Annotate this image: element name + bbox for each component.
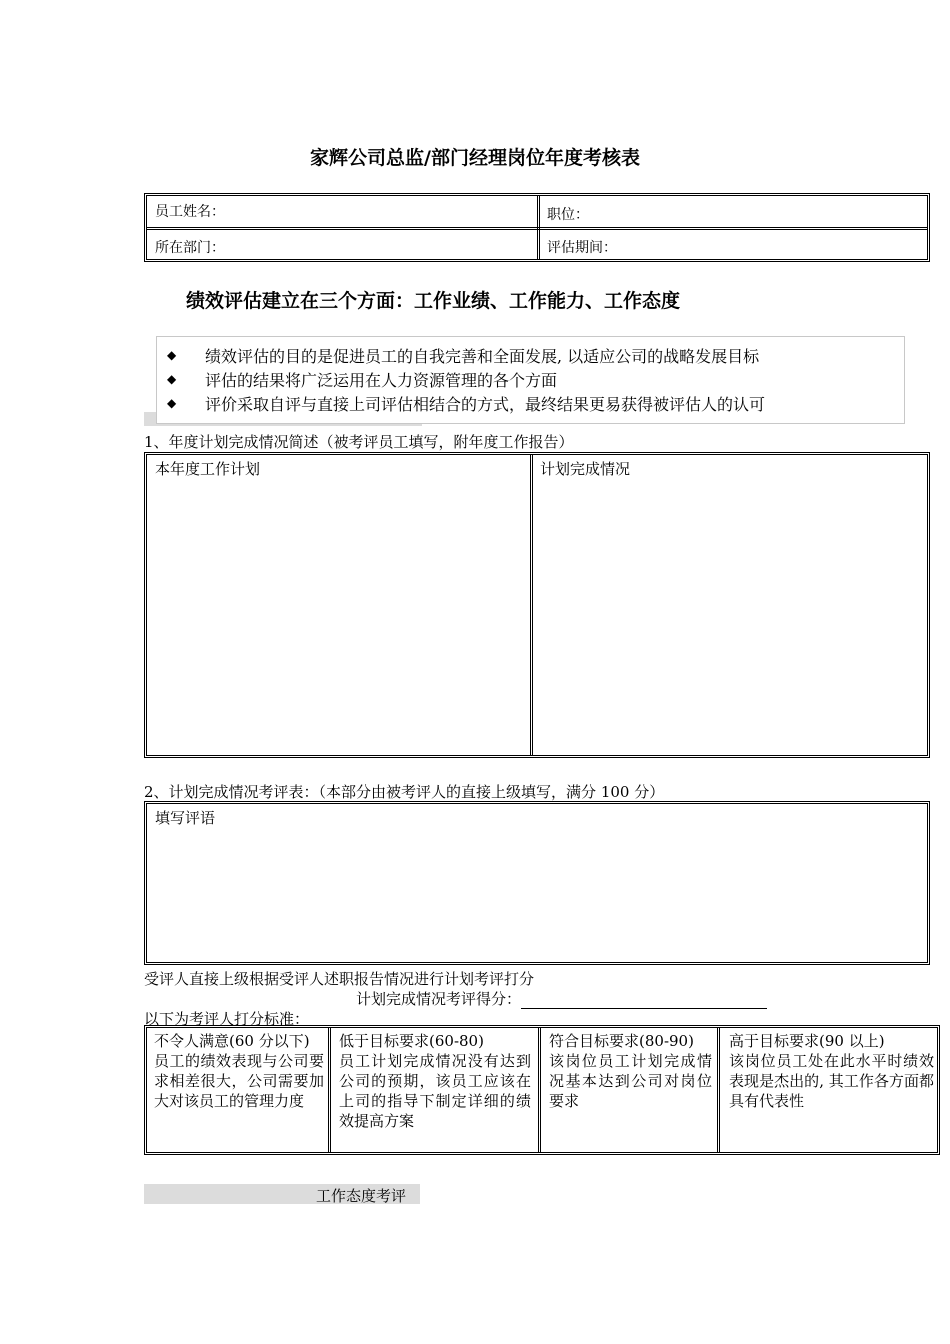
standards-divider xyxy=(538,1028,541,1152)
attitude-heading: 工作态度考评 xyxy=(316,1187,407,1205)
standard-head: 不令人满意(60 分以下) xyxy=(154,1032,310,1050)
notes-box xyxy=(156,336,905,424)
standard-desc: 员工计划完成情况没有达到公司的预期，该员工应该在上司的指导下制定详细的绩效提高方案 xyxy=(339,1052,531,1130)
evaluation-period-label: 评估期间： xyxy=(547,240,617,256)
standard-cell xyxy=(729,1031,934,1111)
comment-label: 填写评语 xyxy=(155,809,216,827)
standards-divider xyxy=(717,1028,720,1152)
standard-label: 以下为考评人打分标准： xyxy=(144,1010,310,1028)
comment-box[interactable] xyxy=(144,801,930,965)
note-text: 绩效评估的目的是促进员工的自我完善和全面发展, 以适应公司的战略发展目标 xyxy=(205,346,760,366)
score-line xyxy=(356,988,767,1009)
employee-info-table xyxy=(144,193,930,262)
note-item xyxy=(167,343,904,367)
diamond-bullet-icon: ◆ xyxy=(167,396,177,410)
position-label: 职位： xyxy=(547,207,589,223)
section-subtitle: 绩效评估建立在三个方面：工作业绩、工作能力、工作态度 xyxy=(186,290,681,312)
diamond-bullet-icon: ◆ xyxy=(167,348,177,362)
question-1-label: 1、年度计划完成情况简述（被考评员工填写，附年度工作报告） xyxy=(144,433,574,451)
standard-cell xyxy=(549,1031,712,1111)
standard-desc: 该岗位员工计划完成情况基本达到公司对岗位要求 xyxy=(549,1052,712,1110)
note-item xyxy=(167,367,904,391)
diamond-bullet-icon: ◆ xyxy=(167,372,177,386)
question-2-label: 2、计划完成情况考评表：（本部分由被考评人的直接上级填写，满分 100 分） xyxy=(144,783,665,801)
page-title: 家辉公司总监/部门经理岗位年度考核表 xyxy=(310,147,640,169)
standard-desc: 员工的绩效表现与公司要求相差很大，公司需要加大对该员工的管理力度 xyxy=(154,1052,324,1110)
standard-desc: 该岗位员工处在此水平时绩效表现是杰出的, 其工作各方面都具有代表性 xyxy=(729,1052,934,1110)
completion-header: 计划完成情况 xyxy=(540,460,631,478)
standard-cell xyxy=(154,1031,324,1111)
info-table-divider xyxy=(147,227,927,230)
supervisor-note: 受评人直接上级根据受评人述职报告情况进行计划考评打分 xyxy=(144,970,535,988)
note-text: 评价采取自评与直接上司评估相结合的方式，最终结果更易获得被评估人的认可 xyxy=(205,394,766,414)
standard-head: 低于目标要求(60-80) xyxy=(339,1032,484,1050)
work-plan-table xyxy=(144,452,930,758)
work-plan-header: 本年度工作计划 xyxy=(155,460,261,478)
standard-head: 高于目标要求(90 以上) xyxy=(729,1032,885,1050)
employee-name-label: 员工姓名： xyxy=(155,204,225,220)
note-text: 评估的结果将广泛运用在人力资源管理的各个方面 xyxy=(205,370,558,390)
score-input[interactable] xyxy=(521,995,767,1009)
standard-cell xyxy=(339,1031,531,1131)
standards-divider xyxy=(328,1028,331,1152)
note-item xyxy=(167,391,904,415)
score-label: 计划完成情况考评得分： xyxy=(356,990,522,1008)
department-label: 所在部门： xyxy=(155,240,225,256)
work-plan-divider xyxy=(530,455,533,755)
scoring-standards-table xyxy=(144,1025,940,1155)
standard-head: 符合目标要求(80-90) xyxy=(549,1032,694,1050)
attitude-heading-bar xyxy=(144,1184,420,1204)
